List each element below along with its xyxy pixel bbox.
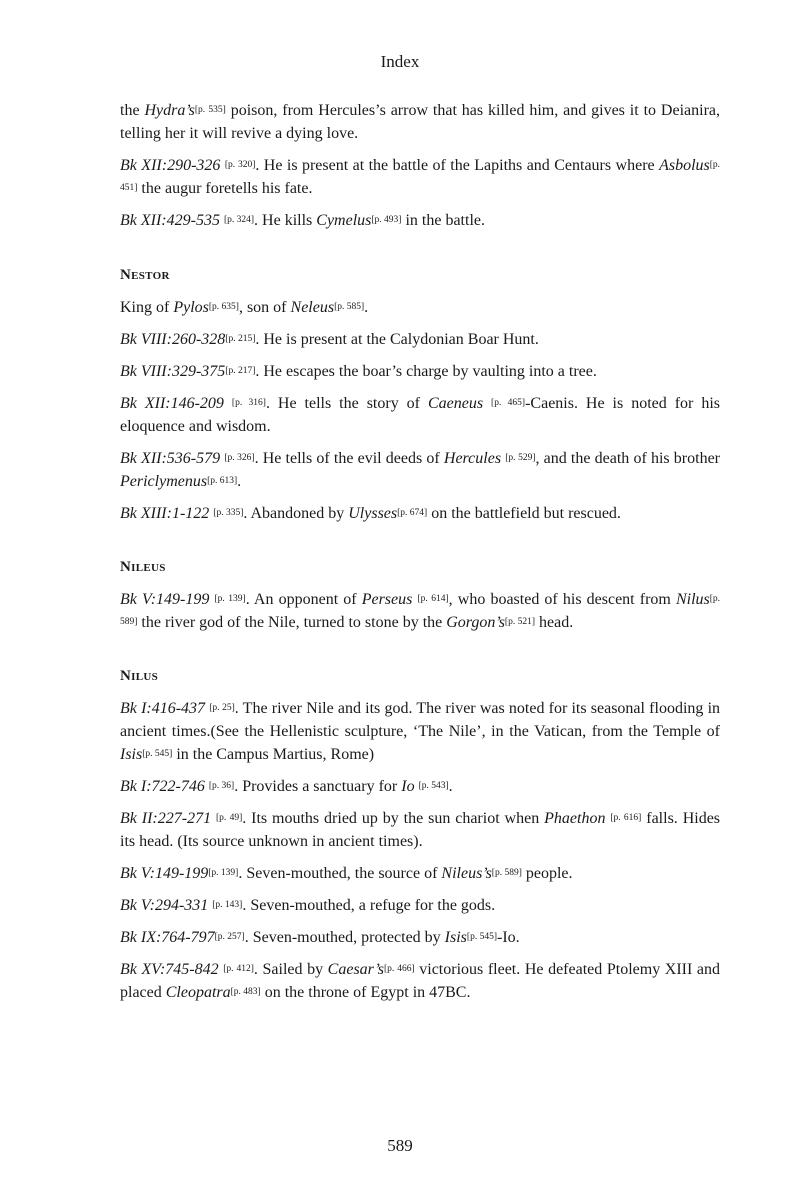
name-link[interactable]: Cymelus	[316, 212, 372, 229]
name-link[interactable]: Phaethon	[544, 810, 606, 827]
page-ref[interactable]: [p. 139]	[214, 594, 246, 604]
entry-heading-nileus: Nileus	[120, 559, 166, 575]
entry-paragraph: Bk XII:146-209 [p. 316]. He tells the story of Caeneus [p. 465]-Caenis. He is noted for his eloquence and wisdom.	[120, 395, 721, 435]
running-header: Index	[380, 52, 420, 71]
page-ref[interactable]: [p. 257]	[214, 932, 245, 942]
page-ref[interactable]: [p. 143]	[212, 900, 243, 910]
page-ref[interactable]: [p. 139]	[208, 868, 239, 878]
entry-paragraph: Bk XV:745-842 [p. 412]. Sailed by Caesar’s[p. 466] victorious fleet. He defeated Ptolemy XIII and placed Cleopatra[p. 483] on the throne of Egypt in 47BC.	[120, 961, 721, 1001]
entry-paragraph: Bk XII:536-579 [p. 326]. He tells of the evil deeds of Hercules [p. 529], and the death of his brother Periclymenus[p. 613].	[120, 450, 721, 490]
entry-paragraph: Bk V:149-199 [p. 139]. An opponent of Perseus [p. 614], who boasted of his descent from Nilus[p. 589] the river god of the Nile, turned to stone by the Gorgon’s[p. 521] head.	[120, 591, 721, 631]
book-ref-link[interactable]: Bk XII:290-326	[120, 157, 221, 174]
book-ref-link[interactable]: Bk VIII:260-328	[120, 331, 226, 348]
entry-paragraph: Bk XIII:1-122 [p. 335]. Abandoned by Ulysses[p. 674] on the battlefield but rescued.	[120, 505, 621, 522]
book-ref-link[interactable]: Bk XII:146-209	[120, 395, 224, 412]
page-ref[interactable]: [p. 545]	[142, 749, 173, 759]
name-link[interactable]: Isis	[444, 929, 467, 946]
page-ref[interactable]: [p. 49]	[216, 813, 243, 823]
page-ref[interactable]: [p. 451]	[120, 160, 721, 193]
page-ref[interactable]: [p. 543]	[418, 781, 449, 791]
name-link[interactable]: Gorgon’s	[446, 614, 505, 631]
entry-heading-nilus: Nilus	[120, 668, 159, 684]
page-ref[interactable]: [p. 529]	[505, 453, 536, 463]
book-ref-link[interactable]: Bk V:149-199	[120, 865, 209, 882]
page-ref[interactable]: [p. 466]	[383, 964, 415, 974]
name-link[interactable]: Io	[401, 778, 415, 795]
entry-paragraph: Bk VIII:329-375[p. 217]. He escapes the boar’s charge by vaulting into a tree.	[120, 363, 597, 380]
page-ref[interactable]: [p. 535]	[194, 105, 226, 115]
entry-paragraph: Bk V:149-199[p. 139]. Seven-mouthed, the source of Nileus’s[p. 589] people.	[120, 865, 573, 882]
name-link[interactable]: Caesar’s	[327, 961, 384, 978]
page-number: 589	[387, 1136, 413, 1155]
entry-heading-nestor: Nestor	[120, 267, 170, 283]
page-ref[interactable]: [p. 483]	[230, 987, 261, 997]
page-ref[interactable]: [p. 465]	[491, 398, 526, 408]
name-link[interactable]: Asbolus	[659, 157, 710, 174]
book-ref-link[interactable]: Bk VIII:329-375	[120, 363, 226, 380]
name-link[interactable]: Isis	[120, 746, 143, 763]
entry-paragraph: Bk V:294-331 [p. 143]. Seven-mouthed, a refuge for the gods.	[120, 897, 496, 914]
entry-paragraph: the Hydra’s[p. 535] poison, from Hercules’s arrow that has killed him, and gives it to Deianira, telling her it will revive a dying love.	[120, 102, 721, 142]
entry-paragraph: Bk I:416-437 [p. 25]. The river Nile and its god. The river was noted for its seasonal flooding in ancient times.(See the Hellenistic sculpture, ‘The Nile’, in the Vatican, from the Temple of Isis[p. 545] in the Campus Martius, Rome)	[120, 700, 721, 763]
name-link[interactable]: Nilus	[675, 591, 710, 608]
page-ref[interactable]: [p. 320]	[224, 160, 256, 170]
book-ref-link[interactable]: Bk V:294-331	[120, 897, 209, 914]
book-ref-link[interactable]: Bk II:227-271	[120, 810, 212, 827]
page-ref[interactable]: [p. 521]	[504, 617, 535, 627]
page-ref[interactable]: [p. 674]	[397, 508, 428, 518]
page-ref[interactable]: [p. 616]	[610, 813, 642, 823]
page-ref[interactable]: [p. 36]	[208, 781, 235, 791]
page-ref[interactable]: [p. 585]	[334, 302, 365, 312]
name-link[interactable]: Cleopatra	[165, 984, 231, 1001]
name-link[interactable]: Hercules	[443, 450, 502, 467]
page-ref[interactable]: [p. 324]	[223, 215, 255, 225]
page-ref[interactable]: [p. 412]	[223, 964, 254, 974]
book-ref-link[interactable]: Bk XII:536-579	[120, 450, 221, 467]
page-ref[interactable]: [p. 589]	[120, 594, 721, 627]
entry-paragraph: Bk I:722-746 [p. 36]. Provides a sanctuary for Io [p. 543].	[120, 778, 453, 795]
entry-paragraph: Bk XII:290-326 [p. 320]. He is present at the battle of the Lapiths and Centaurs where Asbolus[p. 451] the augur foretells his fate.	[120, 157, 721, 197]
book-ref-link[interactable]: Bk I:416-437	[120, 700, 206, 717]
page-ref[interactable]: [p. 217]	[225, 366, 256, 376]
name-link[interactable]: Caeneus	[427, 395, 484, 412]
page-ref[interactable]: [p. 316]	[231, 398, 266, 408]
name-link[interactable]: Periclymenus	[120, 473, 208, 490]
page-ref[interactable]: [p. 493]	[371, 215, 402, 225]
index-content	[120, 99, 720, 1013]
page-ref[interactable]: [p. 335]	[213, 508, 244, 518]
page-ref[interactable]: [p. 589]	[491, 868, 522, 878]
page-ref[interactable]: [p. 25]	[209, 703, 235, 713]
page-ref[interactable]: [p. 215]	[225, 334, 256, 344]
book-ref-link[interactable]: Bk IX:764-797	[120, 929, 215, 946]
page-ref[interactable]: [p. 635]	[208, 302, 239, 312]
book-ref-link[interactable]: Bk V:149-199	[120, 591, 210, 608]
book-ref-link[interactable]: Bk XV:745-842	[120, 961, 219, 978]
book-ref-link[interactable]: Bk XIII:1-122	[120, 505, 210, 522]
entry-paragraph: Bk II:227-271 [p. 49]. Its mouths dried up by the sun chariot when Phaethon [p. 616] falls. Hides its head. (Its source unknown in ancient times).	[120, 810, 721, 850]
entry-paragraph: King of Pylos[p. 635], son of Neleus[p. 585].	[120, 299, 369, 316]
page-ref[interactable]: [p. 614]	[417, 594, 449, 604]
entry-paragraph: Bk IX:764-797[p. 257]. Seven-mouthed, protected by Isis[p. 545]-Io.	[120, 929, 520, 946]
name-link[interactable]: Ulysses	[348, 505, 398, 522]
book-ref-link[interactable]: Bk XII:429-535	[120, 212, 220, 229]
name-link[interactable]: Nileus’s	[441, 865, 492, 882]
name-link[interactable]: Neleus	[290, 299, 335, 316]
name-link[interactable]: Hydra’s	[144, 102, 195, 119]
page-ref[interactable]: [p. 545]	[466, 932, 497, 942]
name-link[interactable]: Pylos	[173, 299, 209, 316]
entry-paragraph: Bk XII:429-535 [p. 324]. He kills Cymelus[p. 493] in the battle.	[120, 212, 485, 229]
page-ref[interactable]: [p. 326]	[224, 453, 255, 463]
entry-paragraph: Bk VIII:260-328[p. 215]. He is present at the Calydonian Boar Hunt.	[120, 331, 539, 348]
book-ref-link[interactable]: Bk I:722-746	[120, 778, 205, 795]
name-link[interactable]: Perseus	[361, 591, 413, 608]
page-ref[interactable]: [p. 613]	[207, 476, 238, 486]
